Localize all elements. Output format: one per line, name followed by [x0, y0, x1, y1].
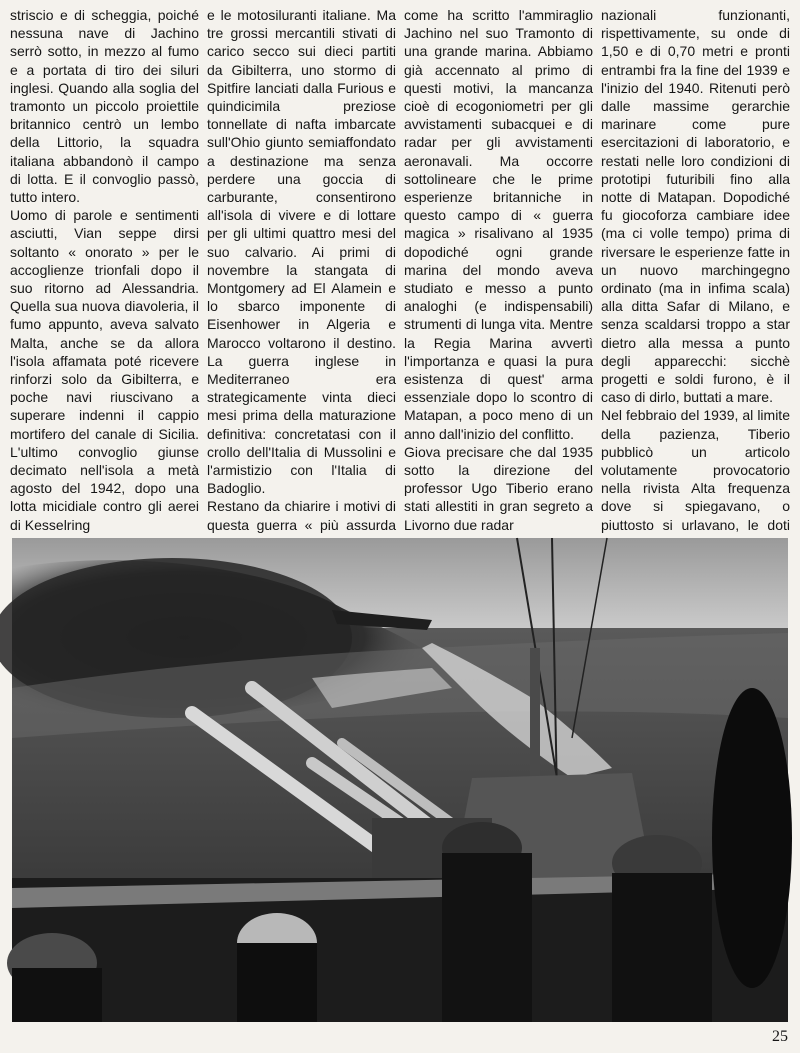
article-columns — [10, 6, 790, 533]
paragraph: nazionali funzionanti, rispettivamente, su onde di 1,50 e di 0,70 metri e pronti entrambi fra la fine del 1939 e l'inizio del 1940. Ritenuti però dalle massime gerarchie marinare come pure esercitazioni di laboratorio, e restati nelle loro condizioni di prototipi futuribili fino alla notte di Matapan. Dopodiché fu giocoforza cambiare idee (ma ci volle tempo) prima di riversare le esperienze fatte in un nuovo marchingegno ordinato (ma in infima scala) alla ditta Safar di Milano, e senza scaldarsi troppo a star dietro alla messa a punto degli apparecchi: sicchè progetti e soldi furono, è il caso di dirlo, buttati a mare. — [601, 7, 790, 406]
warship-photo — [12, 538, 788, 1022]
paragraph: Restano da chiarire i motivi di questa guerra « più assurda — [207, 498, 396, 533]
warship-photo-illustration — [12, 538, 788, 1022]
paragraph: Nel febbraio del 1939, al limite della pazienza, Tiberio pubblicò un articolo volutamente provocatorio nella rivista Alta frequenza dove si spiegavano, o piuttosto si urlavano, le doti — [601, 407, 790, 533]
paragraph: come ha scritto l'ammiraglio Jachino nel suo Tramonto di una grande marina. Abbiamo già accennato al primo di questi motivi, la mancanza cioè di ecogoniometri per gli avvistamenti subacquei e di radar per gli avvistamenti aeronavali. Ma occorre sottolineare che le prime esperienze britanniche in questo campo di « guerra magica » risalivano al 1935 dopodiché ogni grande marina del mondo aveva studiato e messo a punto analoghi (e indispensabili) strumenti di lunga vita. Mentre la Regia Marina avvertì l'importanza e quasi la pura esistenza di quest' arma essenziale dopo lo scontro di Matapan, a poco meno di un anno dall'inizio del conflitto. — [404, 7, 593, 442]
text-column-4 — [601, 6, 790, 533]
paragraph: striscio e di scheggia, poiché nessuna nave di Jachino serrò sotto, in mezzo al fumo e a portata di tiro dei siluri inglesi. Quando alla soglia del tramonto un piccolo proiettile britannico centrò un lembo della Littorio, la squadra italiana abbandonò il campo di lotta. E il convoglio passò, tutto intero. — [10, 7, 199, 206]
paragraph: Giova precisare che dal 1935 sotto la direzione del professor Ugo Tiberio erano stati allestiti in gran segreto a Livorno due radar — [404, 443, 593, 533]
page-number: 25 — [772, 1028, 788, 1045]
paragraph: Uomo di parole e sentimenti asciutti, Vian seppe dirsi soltanto « onorato » per le accoglienze trionfali dopo il suo ritorno ad Alessandria. Quella sua nuova diavoleria, il fumo appunto, aveva salvato Malta, anche se da allora l'isola affamata poté ricevere rinforzi solo da Gibilterra, e poche navi riuscivano a superare indenni il cappio mortifero del canale di Sicilia. L'ultimo convoglio giunse decimato nell'isola a metà agosto del 1942, dopo una lotta micidiale contro gli aerei di Kesselring — [10, 207, 199, 533]
text-column-1 — [10, 6, 199, 533]
text-column-3 — [404, 6, 593, 533]
text-column-2 — [207, 6, 396, 533]
paragraph: e le motosiluranti italiane. Ma tre grossi mercantili stivati di carico secco sui dieci partiti da Gibilterra, uno stormo di Spitfire lanciati dalla Furious e quindicimila preziose tonnellate di nafta imbarcate sull'Ohio giunto semiaffondato a destinazione ma senza perdere una goccia di carburante, consentirono all'isola di vivere e di lottare per gli ultimi quattro mesi del suo calvario. Ai primi di novembre la stangata di Montgomery ad El Alamein e lo sbarco imponente di Eisenhower in Algeria e Marocco voltarono il destino. La guerra inglese in Mediterraneo era strategicamente vinta dieci mesi prima della maturazione definitiva: concretatasi con il crollo dell'Italia di Mussolini e l'armistizio con l'Italia di Badoglio. — [207, 7, 396, 497]
